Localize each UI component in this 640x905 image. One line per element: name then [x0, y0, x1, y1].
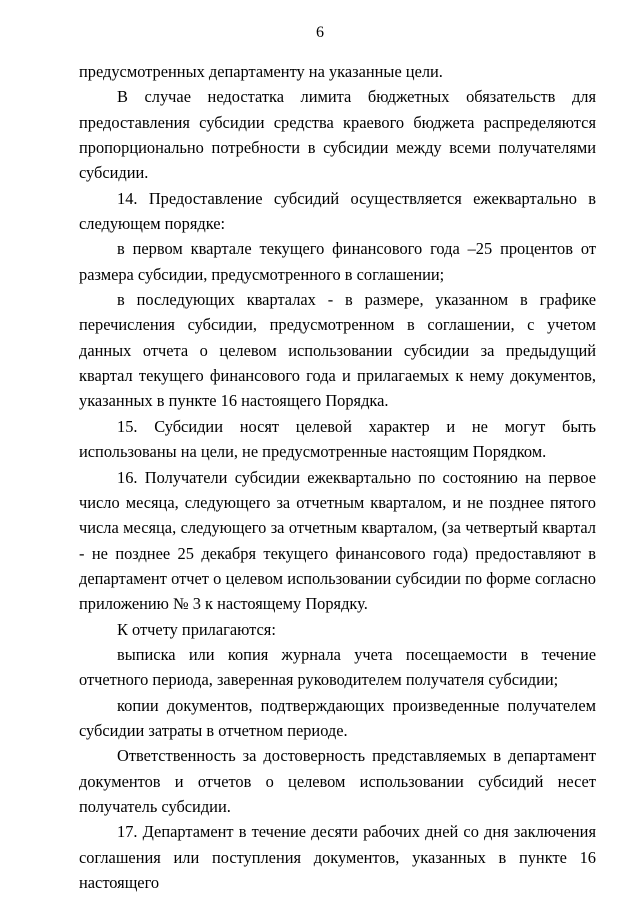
paragraph-report-attachments: К отчету прилагаются: — [117, 619, 276, 639]
paragraph-expense-documents: копии документов, подтверждающих произведенные получателем субсидии затраты в отчетном периоде. — [79, 695, 596, 740]
paragraph-first-quarter: в первом квартале текущего финансового года –25 процентов от размера субсидии, предусмотренного в соглашении; — [79, 239, 596, 284]
paragraph-subsequent-quarters: в последующих кварталах - в размере, указанном в графике перечисления субсидии, предусмотренном в соглашении, с учетом данных отчета о целевом использовании субсидии за предыдущий квартал текущего финансового года и прилагаемых к нему документов, указанных в пункте 16 настоящего Порядка. — [79, 290, 596, 411]
paragraph-clause-15: 15. Субсидии носят целевой характер и не могут быть использованы на цели, не предусмотренные настоящим Порядком. — [79, 416, 596, 462]
paragraph-clause-14: 14. Предоставление субсидий осуществляется ежеквартально в следующем порядке: — [79, 188, 596, 234]
paragraph-responsibility: Ответственность за достоверность представляемых в департамент документов и отчетов о целевом использовании субсидий несет получатель субсидии. — [79, 746, 596, 816]
paragraph-clause-17: 17. Департамент в течение десяти рабочих дней со дня заключения соглашения или поступления документов, указанных в пункте 16 настоящего — [79, 822, 596, 892]
paragraph-attendance-journal: выписка или копия журнала учета посещаемости в течение отчетного периода, заверенная руководителем получателя субсидии; — [79, 644, 596, 690]
paragraph-budget-shortage: В случае недостатка лимита бюджетных обязательств для предоставления субсидии средства краевого бюджета распределяются пропорционально потребности в субсидии между всеми получателями субсидии. — [79, 87, 596, 183]
document-body — [79, 59, 596, 895]
page-number: 6 — [316, 24, 324, 41]
paragraph-clause-16: 16. Получатели субсидии ежеквартально по состоянию на первое число месяца, следующего за отчетным кварталом, и не позднее пятого числа месяца, следующего за отчетным кварталом, (за четвертый квартал - не позднее 25 декабря текущего финансового года) предоставляют в департамент отчет о целевом использовании субсидии по форме согласно приложению № 3 к настоящему Порядку. — [79, 467, 596, 614]
paragraph-continuation: предусмотренных департаменту на указанные цели. — [79, 62, 443, 81]
